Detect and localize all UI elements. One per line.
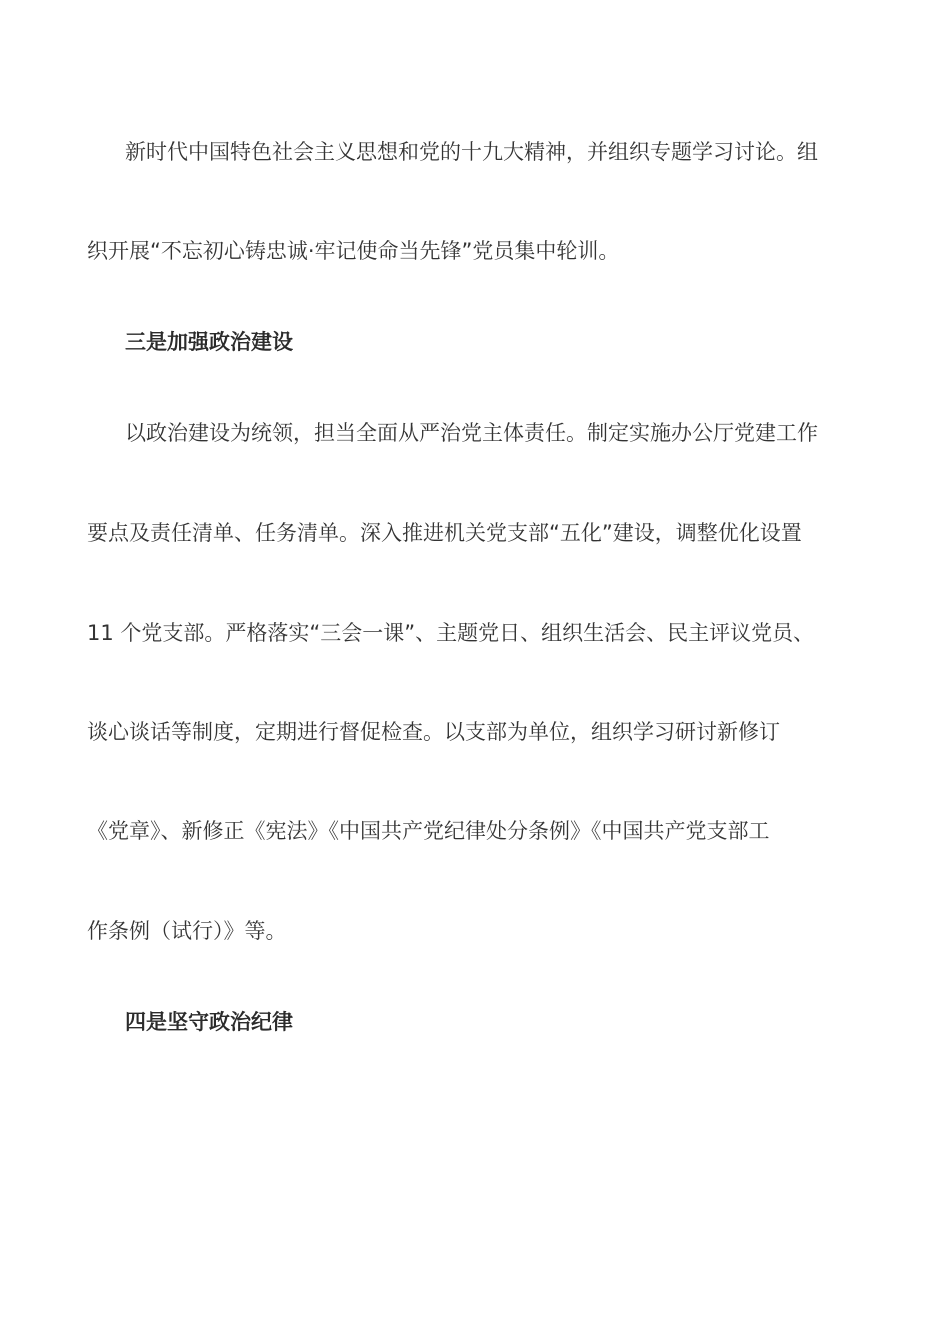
paragraph-2-line-3: 11 个党支部。严格落实“三会一课”、主题党日、组织生活会、民主评议党员、 (87, 621, 815, 645)
section-heading-4: 四是坚守政治纪律 (125, 1010, 293, 1034)
paragraph-1-line-2: 织开展“不忘初心铸忠诚·牢记使命当先锋”党员集中轮训。 (87, 239, 620, 263)
paragraph-2-line-6: 作条例（试行）》等。 (87, 919, 287, 943)
section-heading-3: 三是加强政治建设 (125, 330, 293, 354)
paragraph-2-line-2: 要点及责任清单、任务清单。深入推进机关党支部“五化”建设，调整优化设置 (87, 521, 802, 545)
paragraph-2-line-5: 《党章》、新修正《宪法》《中国共产党纪律处分条例》《中国共产党支部工 (87, 819, 770, 843)
paragraph-2-line-1: 以政治建设为统领，担当全面从严治党主体责任。制定实施办公厅党建工作 (125, 421, 818, 445)
paragraph-1-line-1: 新时代中国特色社会主义思想和党的十九大精神，并组织专题学习讨论。组 (125, 140, 818, 164)
paragraph-2-line-4: 谈心谈话等制度，定期进行督促检查。以支部为单位，组织学习研讨新修订 (87, 720, 780, 744)
